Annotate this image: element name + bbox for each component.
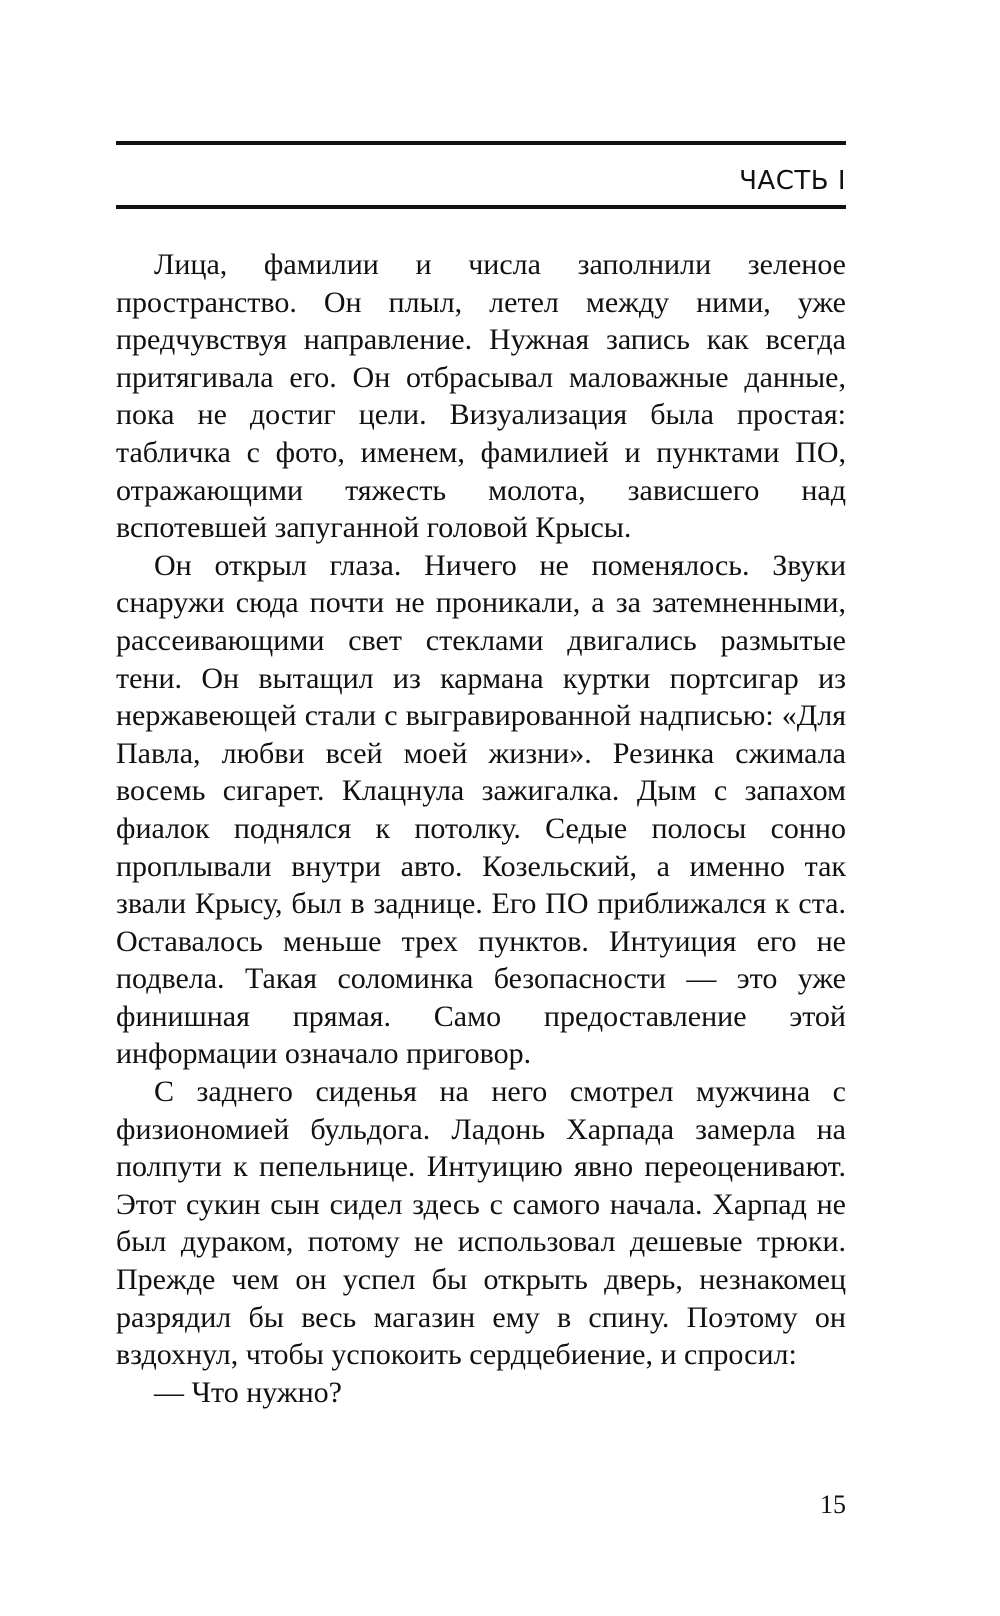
body-text <box>116 246 846 1411</box>
paragraph-4: — Что нужно? <box>154 1375 342 1409</box>
section-label: ЧАСТЬ I <box>739 166 846 196</box>
paragraph-2: Он открыл глаза. Ничего не поменялось. Звуки снаружи сюда почти не проникали, а за затемненными, рассеивающими свет стеклами двигались размытые тени. Он вытащил из кармана куртки портсигар из нержавеющей стали с выгравированной надписью: «Для Павла, любви всей моей жизни». Резинка сжимала восемь сигарет. Клацнула зажигалка. Дым с запахом фиалок поднялся к потолку. Седые полосы сонно проплывали внутри авто. Козельский, а именно так звали Крысу, был в заднице. Его ПО приближался к ста. Оставалось меньше трех пунктов. Интуиция его не подвела. Такая соломинка безопасности — это уже финишная прямая. Само предоставление этой информации означало приговор. <box>116 548 846 1071</box>
header-rule-bottom <box>116 205 846 209</box>
paragraph-1: Лица, фамилии и числа заполнили зеленое пространство. Он плыл, летел между ними, уже предчувствуя направление. Нужная запись как всегда притягивала его. Он отбрасывал маловажные данные, пока не достиг цели. Визуализация была простая: табличка с фото, именем, фамилией и пунктами ПО, отражающими тяжесть молота, зависшего над вспотевшей запуганной головой Крысы. <box>116 248 846 545</box>
page-number: 15 <box>820 1490 846 1519</box>
header-rule-top <box>116 141 846 145</box>
paragraph-3: С заднего сиденья на него смотрел мужчина с физиономией бульдога. Ладонь Харпада замерла на полпути к пепельнице. Интуицию явно переоценивают. Этот сукин сын сидел здесь с самого начала. Харпад не был дураком, потому не использовал дешевые трюки. Прежде чем он успел бы открыть дверь, незнакомец разрядил бы весь магазин ему в спину. Поэтому он вздохнул, чтобы успокоить сердцебиение, и спросил: <box>116 1075 846 1372</box>
